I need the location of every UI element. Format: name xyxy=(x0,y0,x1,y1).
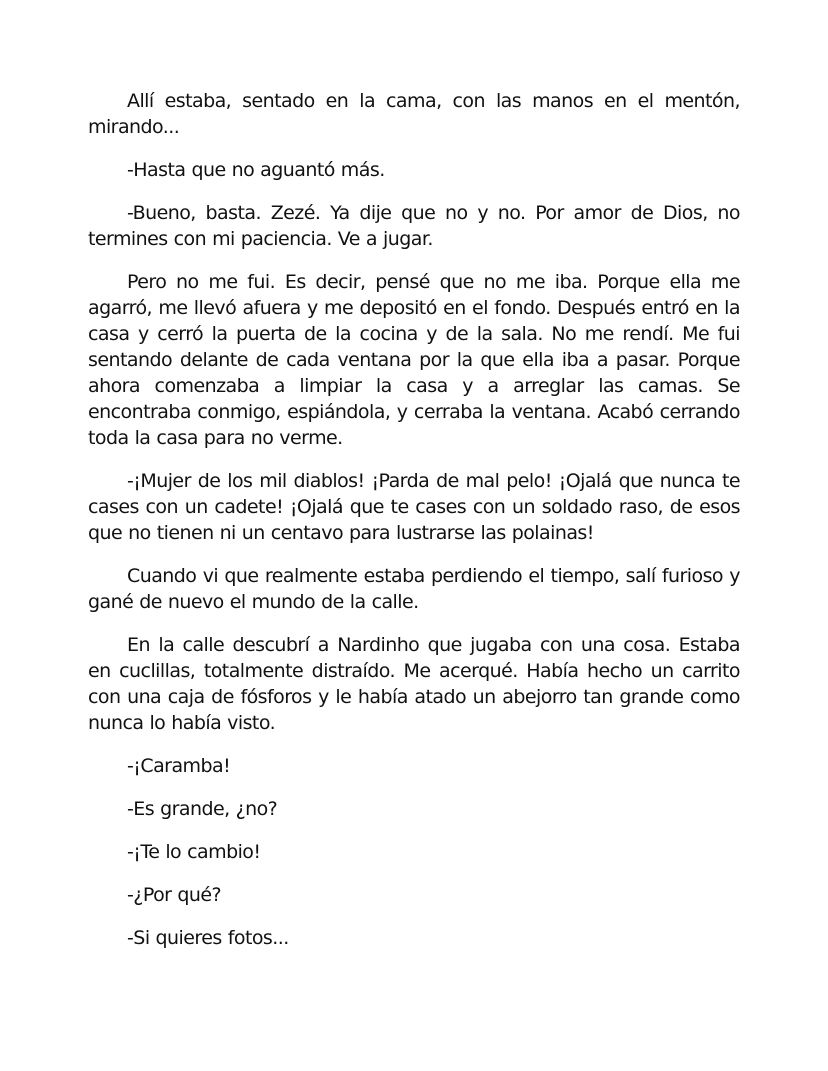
paragraph: -Hasta que no aguantó más. xyxy=(127,159,385,181)
paragraph: -¡Mujer de los mil diablos! ¡Parda de mal pelo! ¡Ojalá que nunca te cases con un cadete! ¡Ojalá que te cases con un soldado raso, de esos que no tienen ni un centavo para lustrarse las polainas! xyxy=(88,470,740,544)
dialogue-line: -Es grande, ¿no? xyxy=(127,798,278,820)
dialogue-line: -¡Caramba! xyxy=(127,755,231,777)
dialogue-line: -¿Por qué? xyxy=(127,884,222,906)
document-page xyxy=(88,88,740,968)
paragraph: Pero no me fui. Es decir, pensé que no me iba. Porque ella me agarró, me llevó afuera y me depositó en el fondo. Después entró en la casa y cerró la puerta de la cocina y de la sala. No me rendí. Me fui sentando delante de cada ventana por la que ella iba a pasar. Porque ahora comenzaba a limpiar la casa y a arreglar las camas. Se encontraba conmigo, espiándola, y cerraba la ventana. Acabó cerrando toda la casa para no verme. xyxy=(88,271,740,449)
paragraph: Allí estaba, sentado en la cama, con las manos en el mentón, mirando... xyxy=(88,90,740,138)
paragraph: Cuando vi que realmente estaba perdiendo el tiempo, salí furioso y gané de nuevo el mundo de la calle. xyxy=(88,565,740,613)
paragraph: En la calle descubrí a Nardinho que jugaba con una cosa. Estaba en cuclillas, totalmente distraído. Me acerqué. Había hecho un carrito con una caja de fósforos y le había atado un abejorro tan grande como nunca lo había visto. xyxy=(88,634,740,734)
dialogue-line: -¡Te lo cambio! xyxy=(127,841,261,863)
paragraph: -Bueno, basta. Zezé. Ya dije que no y no. Por amor de Dios, no termines con mi paciencia. Ve a jugar. xyxy=(88,202,740,250)
dialogue-line: -Si quieres fotos... xyxy=(127,927,289,949)
